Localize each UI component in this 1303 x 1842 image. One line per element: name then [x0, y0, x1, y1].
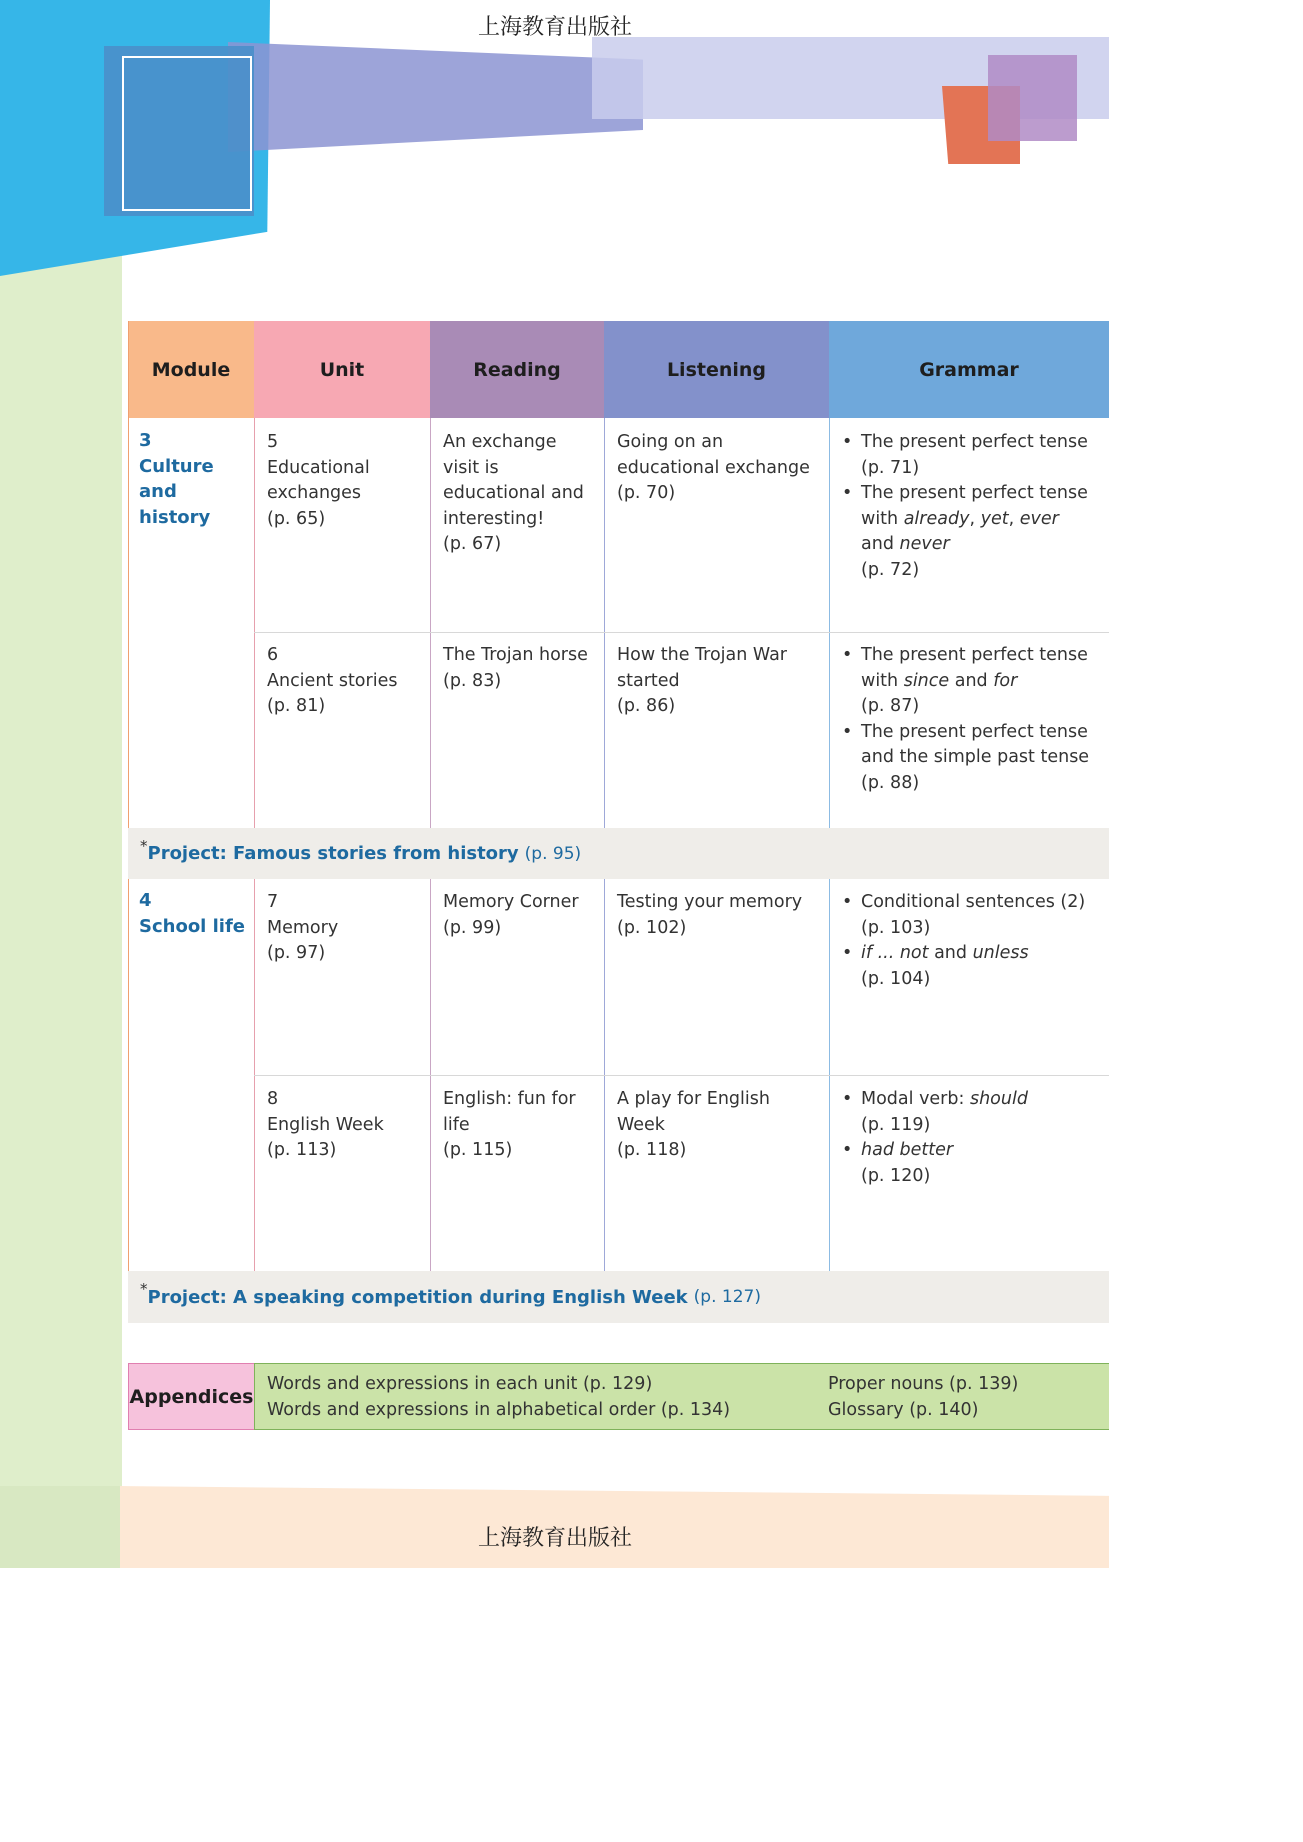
project-page: (p. 95)	[524, 843, 582, 864]
appendices-label: Appendices	[128, 1363, 254, 1430]
top-white-frame	[122, 56, 252, 211]
grammar-item: • The present perfect tense and the simple past tense (p. 88)	[842, 720, 1089, 797]
project-title: Project: A speaking competition during English Week	[147, 1286, 688, 1308]
unit-7-listening: Testing your memory (p. 102)	[617, 892, 803, 938]
unit-5-listening: Going on an educational exchange (p. 70)	[617, 432, 810, 504]
unit-8-title: 8 English Week (p. 113)	[267, 1089, 384, 1161]
bottom-left-corner	[0, 1486, 122, 1568]
project-row-module-3: * Project: Famous stories from history (p. 95)	[128, 828, 1109, 879]
grammar-item: • Modal verb: should (p. 119)	[842, 1087, 1028, 1138]
module-4-label: 4 School life	[139, 890, 245, 937]
grid-line	[254, 632, 1109, 633]
appendix-item[interactable]: Proper nouns (p. 139)	[828, 1374, 1019, 1394]
grid-line	[128, 321, 129, 1323]
project-page: (p. 127)	[693, 1287, 761, 1307]
header-grammar: Grammar	[829, 321, 1109, 418]
grid-line	[254, 1075, 1109, 1076]
module-3-label: 3 Culture and history	[139, 430, 214, 528]
unit-8-grammar	[842, 1087, 1028, 1189]
grammar-item: • Conditional sentences (2) (p. 103)	[842, 890, 1085, 941]
grid-line	[430, 418, 431, 828]
header-reading: Reading	[430, 321, 604, 418]
grid-line	[829, 418, 830, 828]
top-purple-band	[228, 42, 643, 152]
unit-6-listening: How the Trojan War started (p. 86)	[617, 645, 788, 717]
project-row-module-4: * Project: A speaking competition during English Week (p. 127)	[128, 1271, 1109, 1323]
grid-line	[254, 418, 255, 828]
appendix-item[interactable]: Glossary (p. 140)	[828, 1399, 979, 1420]
grammar-item: • if ... not and unless (p. 104)	[842, 941, 1085, 992]
grammar-item: • The present perfect tense with already, yet, ever and never (p. 72)	[842, 481, 1088, 583]
unit-7-title: 7 Memory (p. 97)	[267, 892, 339, 964]
header-module: Module	[128, 321, 254, 418]
grid-line	[604, 418, 605, 828]
publisher-footer: 上海教育出版社	[477, 1526, 632, 1551]
appendices-left-column	[267, 1372, 730, 1423]
header-listening: Listening	[604, 321, 829, 418]
unit-5-reading: An exchange visit is educational and interesting! (p. 67)	[443, 432, 584, 555]
publisher-header: 上海教育出版社	[477, 15, 632, 40]
grammar-item: • The present perfect tense (p. 71)	[842, 430, 1088, 481]
grammar-item: • had better (p. 120)	[842, 1138, 1028, 1189]
project-title: Project: Famous stories from history	[147, 843, 519, 864]
appendices-list	[254, 1363, 1109, 1430]
unit-7-reading: Memory Corner (p. 99)	[443, 892, 579, 938]
unit-8-reading: English: fun for life (p. 115)	[443, 1089, 576, 1161]
appendix-item[interactable]: Words and expressions in each unit (p. 129)	[267, 1374, 653, 1394]
unit-7-grammar	[842, 890, 1085, 992]
unit-6-reading: The Trojan horse (p. 83)	[443, 645, 588, 691]
unit-6-grammar	[842, 643, 1089, 797]
appendix-item[interactable]: Words and expressions in alphabetical order (p. 134)	[267, 1399, 731, 1420]
grammar-item: • The present perfect tense with since and for (p. 87)	[842, 643, 1089, 720]
unit-5-grammar	[842, 430, 1088, 584]
unit-6-title: 6 Ancient stories (p. 81)	[267, 645, 398, 717]
unit-8-listening: A play for English Week (p. 118)	[617, 1089, 770, 1161]
top-right-purple-square	[988, 55, 1077, 141]
unit-5-title: 5 Educational exchanges (p. 65)	[267, 432, 370, 529]
header-unit: Unit	[254, 321, 430, 418]
appendices-right-column	[828, 1372, 1018, 1423]
